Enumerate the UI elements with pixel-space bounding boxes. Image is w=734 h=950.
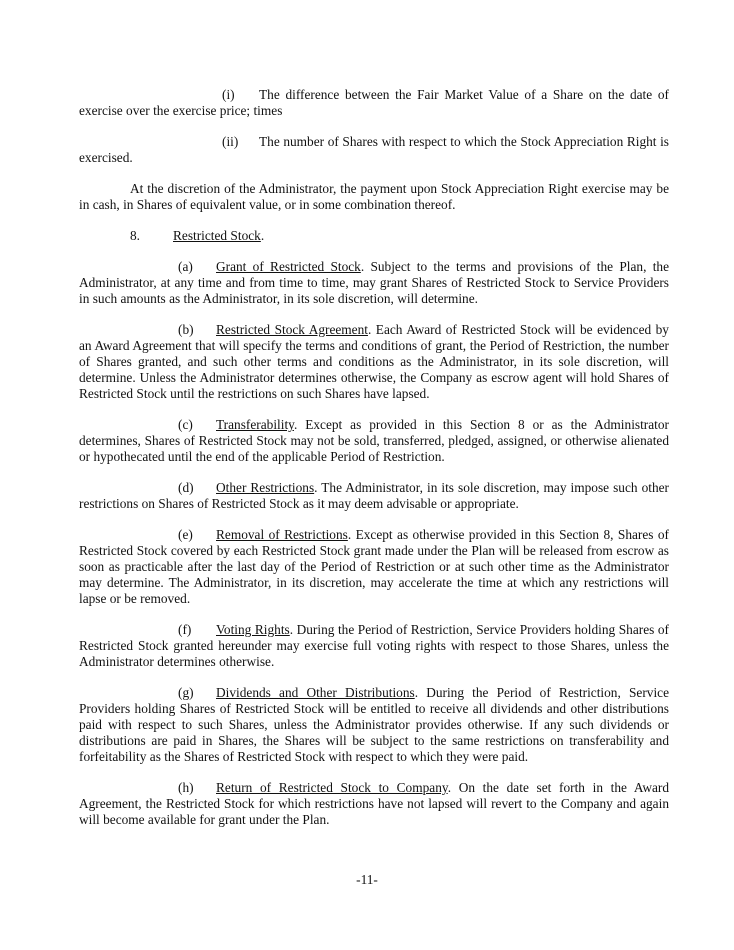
subsection-h xyxy=(79,780,669,828)
subsection-text: . During the Period of Restriction, Service Providers holding Shares of Restricted Stock granted hereunder may exercise full voting rights with respect to those Shares, unless the Administrator determines otherwise. xyxy=(79,622,669,669)
subsection-heading: Restricted Stock Agreement xyxy=(216,322,368,337)
subsection-text: . Except as provided in this Section 8 or as the Administrator determines, Shares of Restricted Stock may not be sold, transferred, pledged, assigned, or otherwise alienated or hypothecated until the end of the applicable Period of Restriction. xyxy=(79,417,669,464)
subsection-f xyxy=(79,622,669,670)
subsection-g xyxy=(79,685,669,765)
subsection-text: . Subject to the terms and provisions of the Plan, the Administrator, at any time and from time to time, may grant Shares of Restricted Stock to Service Providers in such amounts as the Administrator, in its sole discretion, will determine. xyxy=(79,259,669,306)
subsection-label: (h) xyxy=(178,780,194,795)
subsection-heading: Voting Rights xyxy=(216,622,290,637)
subsection-label: (b) xyxy=(178,322,194,337)
subsection-label: (c) xyxy=(178,417,193,432)
subsection-text: . Each Award of Restricted Stock will be evidenced by an Award Agreement that will specify the terms and conditions of grant, the Period of Restriction, the number of Shares granted, and such other terms and conditions as the Administrator, in its sole discretion, will determine. Unless the Administrator determines otherwise, the Company as escrow agent will hold Shares of Restricted Stock until the restrictions on such Shares have lapsed. xyxy=(79,322,669,401)
subsection-text: . On the date set forth in the Award Agreement, the Restricted Stock for which restrictions have not lapsed will revert to the Company and again will become available for grant under the Plan. xyxy=(79,780,669,827)
section-title-suffix: . xyxy=(260,228,265,243)
subsection-label: (g) xyxy=(178,685,194,700)
subsection-text: . Except as otherwise provided in this Section 8, Shares of Restricted Stock covered by each Restricted Stock grant made under the Plan will be released from escrow as soon as practicable after the last day of the Period of Restriction or at such other time as the Administrator may determine. The Administrator, in its discretion, may accelerate the time at which any restrictions will lapse or be removed. xyxy=(79,527,669,606)
item-label: (ii) xyxy=(222,134,239,149)
subsection-label: (a) xyxy=(178,259,193,274)
document-page xyxy=(79,87,669,843)
subsection-label: (f) xyxy=(178,622,192,637)
page-number: -11- xyxy=(356,872,378,887)
subsection-e xyxy=(79,527,669,607)
subsection-label: (e) xyxy=(178,527,193,542)
subsection-heading: Transferability xyxy=(216,417,294,432)
section-number: 8. xyxy=(130,228,141,243)
subsection-d xyxy=(79,480,669,512)
subsections xyxy=(79,259,669,828)
item-label: (i) xyxy=(222,87,235,102)
subsection-b xyxy=(79,322,669,402)
item-text: The number of Shares with respect to which the Stock Appreciation Right is exercised. xyxy=(79,134,669,165)
subsection-text: . During the Period of Restriction, Service Providers holding Shares of Restricted Stock will be entitled to receive all dividends and other distributions paid with respect to such Shares, unless the Administrator provides otherwise. If any such dividends or distributions are paid in Shares, the Shares will be subject to the same restrictions on transferability and forfeitability as the Shares of Restricted Stock with respect to which they were paid. xyxy=(79,685,669,764)
item-text: The difference between the Fair Market Value of a Share on the date of exercise over the exercise price; times xyxy=(79,87,669,118)
sar-item-i xyxy=(79,87,669,119)
subsection-text: . The Administrator, in its sole discretion, may impose such other restrictions on Shares of Restricted Stock as it may deem advisable or appropriate. xyxy=(79,480,669,511)
subsection-c xyxy=(79,417,669,465)
section-heading xyxy=(79,228,669,244)
section-title: Restricted Stock xyxy=(173,228,261,243)
subsection-heading: Return of Restricted Stock to Company xyxy=(216,780,448,795)
subsection-heading: Grant of Restricted Stock xyxy=(216,259,361,274)
sar-payment-paragraph: At the discretion of the Administrator, the payment upon Stock Appreciation Right exercise may be in cash, in Shares of equivalent value, or in some combination thereof. xyxy=(79,181,669,212)
sar-item-ii xyxy=(79,134,669,166)
subsection-heading: Other Restrictions xyxy=(216,480,315,495)
subsection-a xyxy=(79,259,669,307)
subsection-heading: Dividends and Other Distributions xyxy=(216,685,415,700)
subsection-heading: Removal of Restrictions xyxy=(216,527,348,542)
subsection-label: (d) xyxy=(178,480,194,495)
